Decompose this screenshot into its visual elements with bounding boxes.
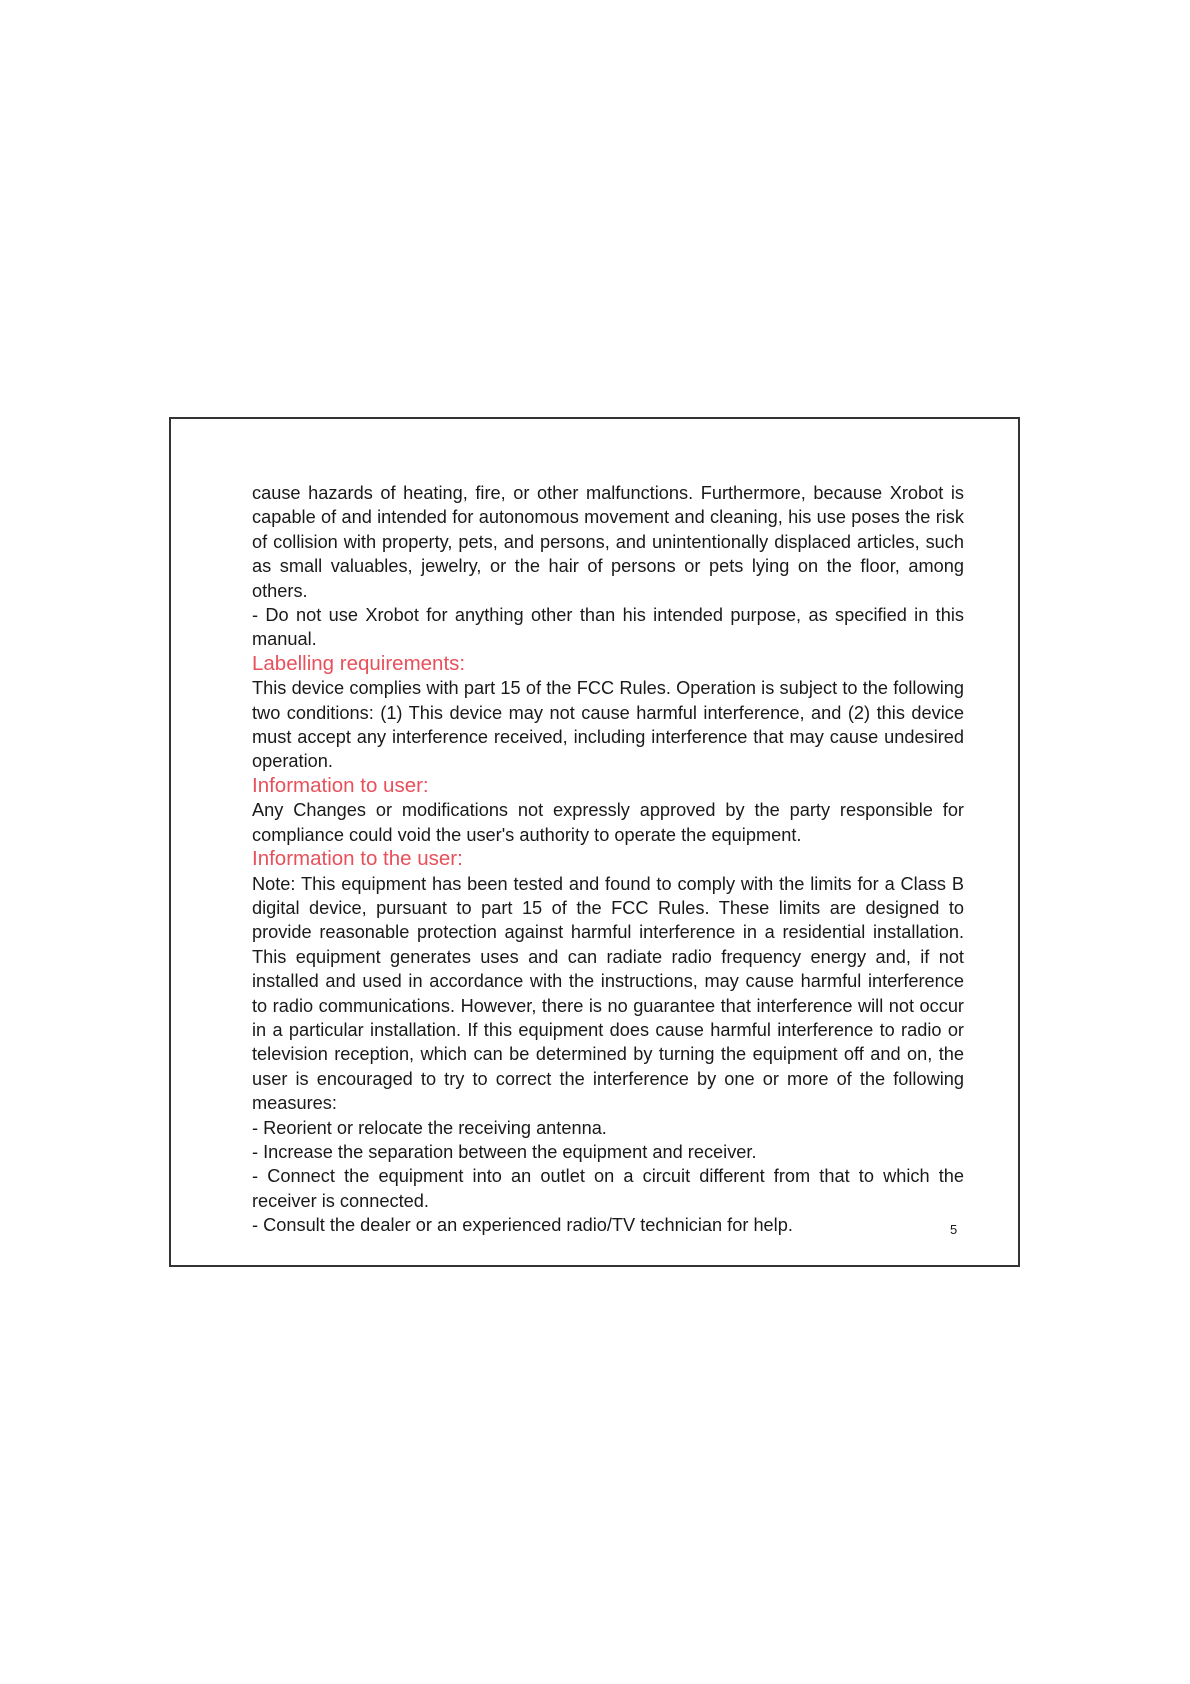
info-user-body: Any Changes or modifications not expressly approved by the party responsible for compliance could void the user's authority to operate the equipment. (252, 800, 964, 845)
measure-item: - Connect the equipment into an outlet on a circuit different from that to which the receiver is connected. (252, 1166, 964, 1211)
page-number: 5 (950, 1222, 958, 1237)
info-the-user-heading: Information to the user: (252, 847, 463, 871)
intro-paragraph: cause hazards of heating, fire, or other malfunctions. Furthermore, because Xrobot is capable of and intended for autonomous movement and cleaning, his use poses the risk of collision with property, pets, and persons, and unintentionally displaced articles, such as small valuables, jewelry, or the hair of persons or pets lying on the floor, among others. (252, 483, 964, 601)
measure-item: - Increase the separation between the equipment and receiver. (252, 1141, 757, 1162)
info-user-heading: Information to user: (252, 773, 429, 797)
labelling-heading: Labelling requirements: (252, 651, 466, 675)
intro-bullet: - Do not use Xrobot for anything other than his intended purpose, as specified in this manual. (252, 605, 964, 650)
measure-item: - Reorient or relocate the receiving antenna. (252, 1117, 607, 1138)
measure-item: - Consult the dealer or an experienced radio/TV technician for help. (252, 1215, 793, 1236)
info-the-user-body: Note: This equipment has been tested and found to comply with the limits for a Class B digital device, pursuant to part 15 of the FCC Rules. These limits are designed to provide reasonable protection against harmful interference in a residential installation. This equipment generates uses and can radiate radio frequency energy and, if not installed and used in accordance with the instructions, may cause harmful interference to radio communications. However, there is no guarantee that interference will not occur in a particular installation. If this equipment does cause harmful interference to radio or television reception, which can be determined by turning the equipment off and on, the user is encouraged to try to correct the interference by one or more of the following measures: (252, 873, 964, 1114)
page-content (252, 481, 964, 1238)
labelling-body: This device complies with part 15 of the FCC Rules. Operation is subject to the following two conditions: (1) This device may not cause harmful interference, and (2) this device must accept any interference received, including interference that may cause undesired operation. (252, 678, 964, 772)
